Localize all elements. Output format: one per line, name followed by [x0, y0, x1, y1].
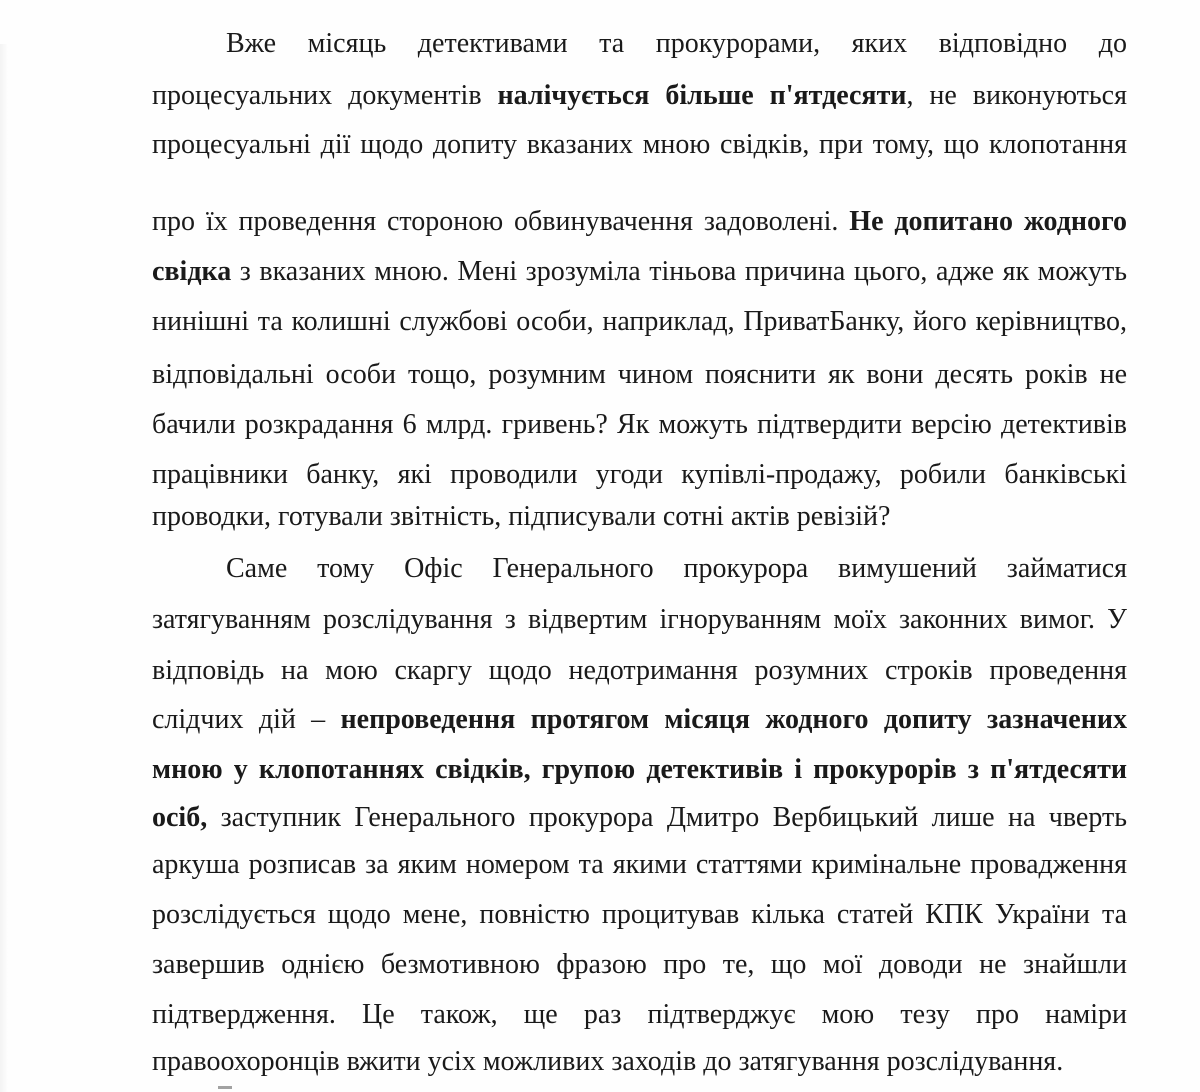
cut-off-next-line-fragment [218, 1086, 232, 1089]
paragraph-2-line-6 [152, 798, 1127, 838]
paragraph-1-line-3 [152, 125, 1127, 165]
paragraph-1-line-1 [152, 24, 1127, 64]
paragraph-2-line-11 [152, 1042, 1127, 1082]
paragraph-2-line-3 [152, 651, 1127, 691]
paragraph-2-line-4 [152, 700, 1127, 740]
text-run: заступник Генерального прокурора Дмитро Вербицький лише на чверть [220, 802, 1127, 833]
paragraph-2-line-8 [152, 895, 1127, 935]
paragraph-2-line-5 [152, 750, 1127, 790]
text-line: бачили розкрадання 6 млрд. гривень? Як можуть підтвердити версію детективів [152, 409, 1127, 440]
paragraph-2-line-9 [152, 945, 1127, 985]
bold-text-run: свідка [152, 256, 232, 287]
text-line [152, 76, 1127, 116]
text-line: підтвердження. Це також, ще раз підтверджує мою тезу про наміри [152, 999, 1127, 1030]
text-line [152, 252, 1127, 292]
text-line [152, 210, 1127, 236]
text-line: працівники банку, які проводили угоди купівлі-продажу, робили банківські [152, 459, 1127, 490]
page-edge-shadow [0, 44, 8, 1092]
text-line: процесуальні дії щодо допиту вказаних мною свідків, при тому, що клопотання [152, 129, 1127, 160]
paragraph-1-line-9 [152, 455, 1127, 495]
text-line: завершив однією безмотивною фразою про те, що мої доводи не знайшли [152, 949, 1127, 980]
paragraph-2-line-7 [152, 845, 1127, 885]
text-line [152, 798, 1127, 838]
paragraph-2-line-2 [152, 600, 1127, 640]
text-run: про їх проведення стороною обвинувачення задоволені. [152, 210, 839, 236]
paragraph-2-line-10 [152, 995, 1127, 1035]
text-run: з вказаних мною. Мені зрозуміла тіньова причина цього, адже як можуть [239, 256, 1127, 287]
bold-text-line: мною у клопотаннях свідків, групою детективів і прокурорів з п'ятдесяти [152, 754, 1127, 785]
paragraph-2-line-1 [152, 549, 1127, 589]
text-line: розслідується щодо мене, повністю процитував кілька статей КПК України та [152, 899, 1127, 930]
text-line: нинішні та колишні службові особи, наприклад, ПриватБанку, його керівництво, [152, 306, 1127, 337]
text-run: слідчих дій – [152, 704, 326, 735]
text-line: відповідь на мою скаргу щодо недотримання розумних строків проведення [152, 655, 1127, 686]
paragraph-1-line-5 [152, 252, 1127, 292]
text-run: процесуальних документів [152, 80, 482, 111]
paragraph-1-line-2 [152, 76, 1127, 116]
bold-text-run: налічується більше п'ятдесяти [497, 80, 907, 111]
paragraph-1-line-6 [152, 302, 1127, 342]
text-line: Саме тому Офіс Генерального прокурора вимушений займатися [226, 553, 1127, 584]
paragraph-1-line-10 [152, 497, 1127, 537]
paragraph-1-line-8 [152, 405, 1127, 445]
paragraph-1-line-7 [152, 355, 1127, 395]
text-line: Вже місяць детективами та прокурорами, яких відповідно до [226, 28, 1127, 59]
text-line: правоохоронців вжити усіх можливих заходів до затягування розслідування. [152, 1046, 1064, 1077]
text-line: затягуванням розслідування з відвертим ігноруванням моїх законних вимог. У [152, 604, 1127, 635]
text-line [152, 700, 1127, 740]
text-line: аркуша розписав за яким номером та якими статтями кримінальне провадження [152, 849, 1127, 880]
bold-text-run: осіб, [152, 802, 208, 833]
bold-text-run: Не допитано жодного [849, 210, 1127, 236]
text-run: , не виконуються [906, 80, 1127, 111]
paragraph-1-line-4 [152, 210, 1127, 236]
text-line: проводки, готували звітність, підписували сотні актів ревізій? [152, 501, 891, 532]
bold-text-run: непроведення протягом місяця жодного допиту зазначених [340, 704, 1127, 735]
text-line: відповідальні особи тощо, розумним чином пояснити як вони десять років не [152, 359, 1127, 390]
